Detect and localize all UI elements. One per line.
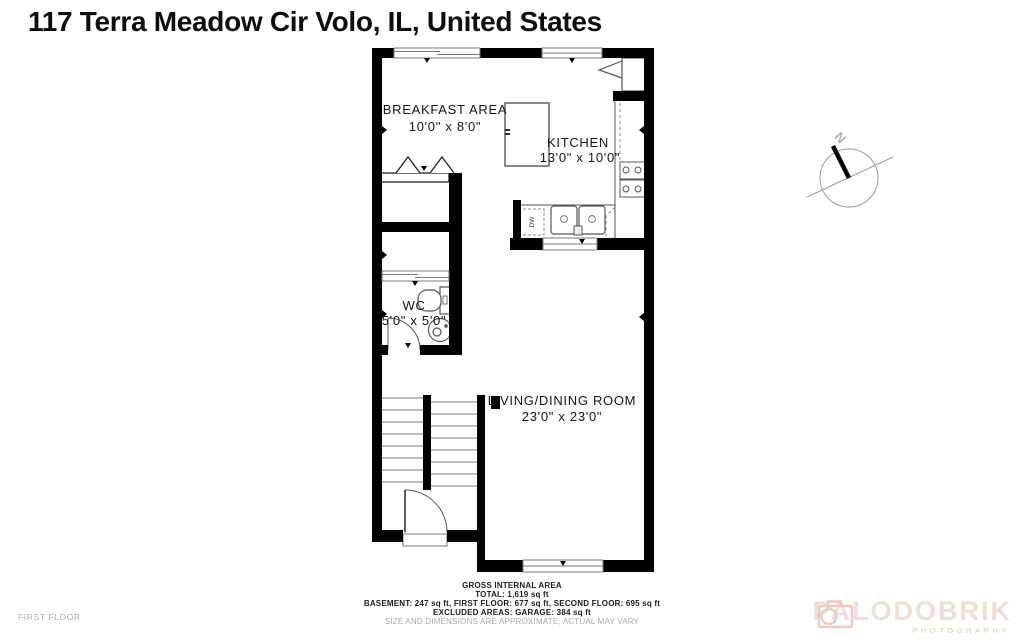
page-title: 117 Terra Meadow Cir Volo, IL, United States bbox=[28, 6, 602, 37]
camera-icon bbox=[816, 599, 854, 629]
compass-needle bbox=[833, 146, 849, 178]
entry-door-arc bbox=[405, 490, 447, 532]
window-top-right bbox=[542, 48, 602, 58]
entry-threshold bbox=[403, 534, 447, 546]
area-summary-heading: GROSS INTERNAL AREA bbox=[462, 581, 562, 590]
window-kitchen bbox=[543, 238, 597, 250]
wc-label: WC bbox=[402, 298, 426, 313]
area-summary-disclaimer: SIZE AND DIMENSIONS ARE APPROXIMATE, ACTUAL MAY VARY bbox=[384, 617, 640, 626]
kitchen-sink-symbol bbox=[551, 206, 605, 235]
living-dining-label: LIVING/DINING ROOM bbox=[487, 393, 637, 408]
dishwasher-symbol bbox=[518, 209, 544, 235]
upper-cabinets-dashed bbox=[606, 103, 620, 238]
kitchen-label: KITCHEN bbox=[547, 135, 609, 150]
area-summary-total: TOTAL: 1,619 sq ft bbox=[475, 590, 549, 599]
window-wc bbox=[382, 271, 449, 281]
dishwasher-label: DW bbox=[529, 216, 536, 228]
watermark-name-left: PALO bbox=[812, 595, 894, 626]
window-top-left bbox=[394, 48, 480, 58]
area-summary-floors: BASEMENT: 247 sq ft, FIRST FLOOR: 677 sq ft, SECOND FLOOR: 695 sq ft bbox=[363, 599, 661, 608]
wc-dims: 5'0" x 5'0" bbox=[381, 313, 447, 328]
stove-symbol bbox=[620, 162, 645, 197]
watermark-name-right: DOBRIK bbox=[893, 595, 1012, 626]
breakfast-area-dims: 10'0" x 8'0" bbox=[408, 119, 482, 134]
floor-level-label: FIRST FLOOR bbox=[18, 612, 81, 622]
kitchen-dims: 13'0" x 10'0" bbox=[539, 150, 621, 165]
living-dining-dims: 23'0" x 23'0" bbox=[521, 409, 603, 424]
bifold-closet-doors bbox=[378, 157, 454, 182]
compass-north-label: N bbox=[831, 129, 850, 147]
watermark-subtitle: PHOTOGRAPHY bbox=[912, 625, 1010, 635]
area-summary-excluded: EXCLUDED AREAS: GARAGE: 384 sq ft bbox=[433, 608, 591, 617]
fridge-symbol bbox=[599, 58, 645, 91]
photography-watermark bbox=[812, 595, 1013, 635]
compass-icon bbox=[807, 129, 893, 207]
breakfast-area-label: BREAKFAST AREA bbox=[382, 102, 508, 117]
